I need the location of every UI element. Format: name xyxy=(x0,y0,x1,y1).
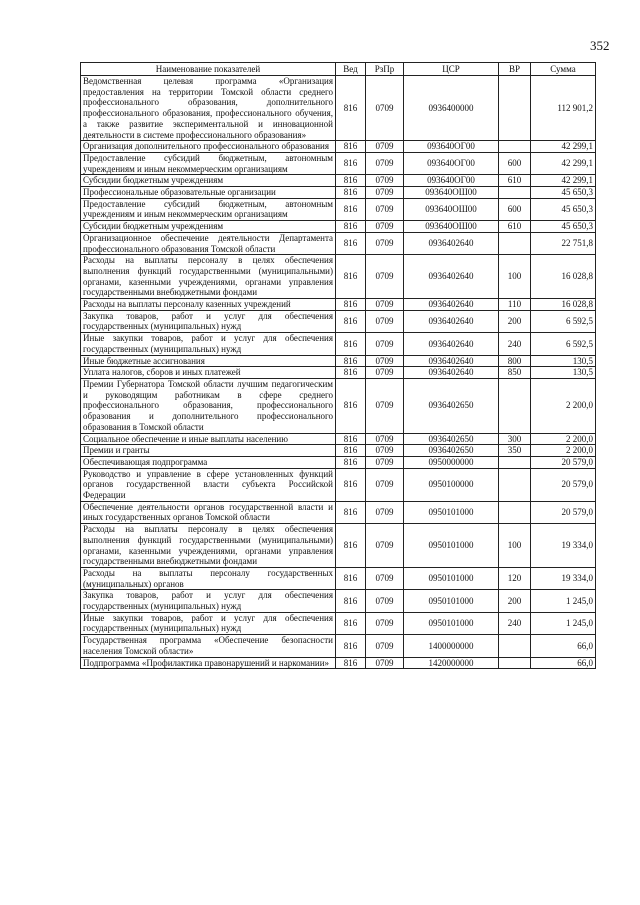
row-csr: 093640ОГ00 xyxy=(404,141,499,153)
row-vr: 600 xyxy=(499,152,531,174)
row-csr: 093640ОШ00 xyxy=(404,221,499,233)
row-vr: 200 xyxy=(499,590,531,612)
table-row xyxy=(81,468,596,501)
row-vr xyxy=(499,378,531,433)
row-csr: 0936402650 xyxy=(404,433,499,445)
row-ved: 816 xyxy=(336,456,366,468)
table-row xyxy=(81,221,596,233)
table-row xyxy=(81,524,596,568)
row-name: Предоставление субсидий бюджетным, автономным учреждениям и иным некоммерческим организациям xyxy=(81,198,336,220)
row-ved: 816 xyxy=(336,187,366,199)
row-sum: 19 334,0 xyxy=(531,567,596,589)
row-rzpr: 0709 xyxy=(366,567,404,589)
row-sum: 20 579,0 xyxy=(531,456,596,468)
table-row xyxy=(81,76,596,141)
row-rzpr: 0709 xyxy=(366,657,404,669)
table-row xyxy=(81,456,596,468)
row-vr xyxy=(499,232,531,254)
row-rzpr: 0709 xyxy=(366,635,404,657)
row-csr: 0936402650 xyxy=(404,378,499,433)
row-ved: 816 xyxy=(336,635,366,657)
row-ved: 816 xyxy=(336,141,366,153)
row-name: Предоставление субсидий бюджетным, автономным учреждениям и иным некоммерческим организациям xyxy=(81,152,336,174)
row-rzpr: 0709 xyxy=(366,255,404,299)
table-row xyxy=(81,501,596,523)
table-row xyxy=(81,310,596,332)
row-rzpr: 0709 xyxy=(366,367,404,379)
row-vr: 240 xyxy=(499,333,531,355)
row-name: Обеспечение деятельности органов государственной власти и иных государственных органов Томской области xyxy=(81,501,336,523)
row-sum: 42 299,1 xyxy=(531,152,596,174)
row-ved: 816 xyxy=(336,198,366,220)
row-csr: 0950101000 xyxy=(404,524,499,568)
row-ved: 816 xyxy=(336,221,366,233)
row-name: Расходы на выплаты персоналу казенных учреждений xyxy=(81,299,336,311)
row-ved: 816 xyxy=(336,355,366,367)
table-row xyxy=(81,612,596,634)
row-sum: 20 579,0 xyxy=(531,468,596,501)
row-csr: 0936402640 xyxy=(404,232,499,254)
row-csr: 0950101000 xyxy=(404,567,499,589)
row-name: Обеспечивающая подпрограмма xyxy=(81,456,336,468)
row-sum: 112 901,2 xyxy=(531,76,596,141)
row-rzpr: 0709 xyxy=(366,378,404,433)
row-ved: 816 xyxy=(336,433,366,445)
row-sum: 2 200,0 xyxy=(531,445,596,457)
row-vr xyxy=(499,141,531,153)
row-ved: 816 xyxy=(336,255,366,299)
page-number: 352 xyxy=(590,38,610,53)
row-rzpr: 0709 xyxy=(366,141,404,153)
row-rzpr: 0709 xyxy=(366,221,404,233)
row-name: Премии Губернатора Томской области лучшим педагогическим и руководящим работникам в сфере среднего профессионального образования, профессионального образования и дополнительного профессионального образования в Томской области xyxy=(81,378,336,433)
row-csr: 093640ОГ00 xyxy=(404,152,499,174)
row-vr: 120 xyxy=(499,567,531,589)
row-vr: 240 xyxy=(499,612,531,634)
row-rzpr: 0709 xyxy=(366,590,404,612)
row-rzpr: 0709 xyxy=(366,76,404,141)
row-name: Иные бюджетные ассигнования xyxy=(81,355,336,367)
row-ved: 816 xyxy=(336,175,366,187)
row-vr xyxy=(499,76,531,141)
row-sum: 130,5 xyxy=(531,355,596,367)
table-row xyxy=(81,255,596,299)
row-vr xyxy=(499,501,531,523)
row-sum: 16 028,8 xyxy=(531,255,596,299)
row-sum: 1 245,0 xyxy=(531,590,596,612)
row-name: Государственная программа «Обеспечение безопасности населения Томской области» xyxy=(81,635,336,657)
row-ved: 816 xyxy=(336,378,366,433)
row-rzpr: 0709 xyxy=(366,456,404,468)
row-sum: 45 650,3 xyxy=(531,221,596,233)
header-vr: ВР xyxy=(499,63,531,76)
row-vr: 610 xyxy=(499,175,531,187)
row-rzpr: 0709 xyxy=(366,501,404,523)
row-sum: 45 650,3 xyxy=(531,198,596,220)
row-name: Премии и гранты xyxy=(81,445,336,457)
row-rzpr: 0709 xyxy=(366,524,404,568)
row-csr: 1420000000 xyxy=(404,657,499,669)
row-name: Социальное обеспечение и иные выплаты населению xyxy=(81,433,336,445)
row-csr: 093640ОГ00 xyxy=(404,175,499,187)
table-header-row xyxy=(81,63,596,76)
row-sum: 2 200,0 xyxy=(531,378,596,433)
row-rzpr: 0709 xyxy=(366,152,404,174)
row-vr: 100 xyxy=(499,524,531,568)
row-ved: 816 xyxy=(336,333,366,355)
row-name: Ведомственная целевая программа «Организация предоставления на территории Томской области среднего профессионального образования, дополнительного профессионального образования, профессионального обучения, а также развитие экспериментальной и инновационной деятельности в системе профессионального образования» xyxy=(81,76,336,141)
row-name: Профессиональные образовательные организации xyxy=(81,187,336,199)
row-sum: 16 028,8 xyxy=(531,299,596,311)
row-sum: 66,0 xyxy=(531,657,596,669)
row-csr: 0936402640 xyxy=(404,355,499,367)
table-row xyxy=(81,175,596,187)
table-row xyxy=(81,187,596,199)
row-vr xyxy=(499,187,531,199)
row-name: Расходы на выплаты персоналу государственных (муниципальных) органов xyxy=(81,567,336,589)
row-vr xyxy=(499,657,531,669)
table-row xyxy=(81,355,596,367)
row-ved: 816 xyxy=(336,299,366,311)
table-row xyxy=(81,445,596,457)
table-row xyxy=(81,567,596,589)
row-sum: 130,5 xyxy=(531,367,596,379)
row-rzpr: 0709 xyxy=(366,433,404,445)
row-sum: 6 592,5 xyxy=(531,310,596,332)
row-ved: 816 xyxy=(336,524,366,568)
table-row xyxy=(81,198,596,220)
row-csr: 093640ОШ00 xyxy=(404,198,499,220)
row-name: Организационное обеспечение деятельности Департамента профессионального образования Томской области xyxy=(81,232,336,254)
table-row xyxy=(81,590,596,612)
row-vr: 850 xyxy=(499,367,531,379)
row-vr: 610 xyxy=(499,221,531,233)
header-sum: Сумма xyxy=(531,63,596,76)
table-row xyxy=(81,367,596,379)
table-row xyxy=(81,232,596,254)
row-name: Закупка товаров, работ и услуг для обеспечения государственных (муниципальных) нужд xyxy=(81,310,336,332)
header-name: Наименование показателей xyxy=(81,63,336,76)
row-name: Организация дополнительного профессионального образования xyxy=(81,141,336,153)
row-ved: 816 xyxy=(336,232,366,254)
row-ved: 816 xyxy=(336,445,366,457)
row-rzpr: 0709 xyxy=(366,299,404,311)
row-name: Расходы на выплаты персоналу в целях обеспечения выполнения функций государственными (муниципальными) органами, казенными учреждениями, органами управления государственными внебюджетными фондами xyxy=(81,255,336,299)
row-name: Закупка товаров, работ и услуг для обеспечения государственных (муниципальных) нужд xyxy=(81,590,336,612)
row-ved: 816 xyxy=(336,612,366,634)
table-row xyxy=(81,635,596,657)
row-vr: 200 xyxy=(499,310,531,332)
row-vr: 300 xyxy=(499,433,531,445)
row-name: Иные закупки товаров, работ и услуг для обеспечения государственных (муниципальных) нужд xyxy=(81,612,336,634)
row-name: Руководство и управление в сфере установленных функций органов государственной власти субъекта Российской Федерации xyxy=(81,468,336,501)
row-name: Субсидии бюджетным учреждениям xyxy=(81,221,336,233)
row-name: Иные закупки товаров, работ и услуг для обеспечения государственных (муниципальных) нужд xyxy=(81,333,336,355)
row-sum: 6 592,5 xyxy=(531,333,596,355)
row-ved: 816 xyxy=(336,76,366,141)
row-sum: 1 245,0 xyxy=(531,612,596,634)
row-rzpr: 0709 xyxy=(366,445,404,457)
row-csr: 0936402640 xyxy=(404,299,499,311)
row-rzpr: 0709 xyxy=(366,198,404,220)
row-sum: 19 334,0 xyxy=(531,524,596,568)
row-ved: 816 xyxy=(336,590,366,612)
row-ved: 816 xyxy=(336,468,366,501)
row-name: Уплата налогов, сборов и иных платежей xyxy=(81,367,336,379)
row-vr xyxy=(499,468,531,501)
row-sum: 42 299,1 xyxy=(531,141,596,153)
row-vr xyxy=(499,635,531,657)
table-row xyxy=(81,152,596,174)
header-ved: Вед xyxy=(336,63,366,76)
table-row xyxy=(81,141,596,153)
table-row xyxy=(81,378,596,433)
row-csr: 0950101000 xyxy=(404,590,499,612)
row-ved: 816 xyxy=(336,567,366,589)
row-sum: 66,0 xyxy=(531,635,596,657)
row-ved: 816 xyxy=(336,657,366,669)
row-sum: 42 299,1 xyxy=(531,175,596,187)
row-csr: 0950101000 xyxy=(404,612,499,634)
row-rzpr: 0709 xyxy=(366,468,404,501)
row-rzpr: 0709 xyxy=(366,232,404,254)
row-name: Подпрограмма «Профилактика правонарушений и наркомании» xyxy=(81,657,336,669)
row-vr: 100 xyxy=(499,255,531,299)
table-row xyxy=(81,299,596,311)
row-csr: 1400000000 xyxy=(404,635,499,657)
row-rzpr: 0709 xyxy=(366,612,404,634)
row-rzpr: 0709 xyxy=(366,187,404,199)
header-csr: ЦСР xyxy=(404,63,499,76)
row-name: Субсидии бюджетным учреждениям xyxy=(81,175,336,187)
row-csr: 0936402640 xyxy=(404,255,499,299)
row-csr: 0936400000 xyxy=(404,76,499,141)
row-csr: 0936402640 xyxy=(404,310,499,332)
row-rzpr: 0709 xyxy=(366,310,404,332)
row-ved: 816 xyxy=(336,367,366,379)
row-sum: 45 650,3 xyxy=(531,187,596,199)
row-name: Расходы на выплаты персоналу в целях обеспечения выполнения функций государственными (муниципальными) органами, казенными учреждениями, органами управления государственными внебюджетными фондами xyxy=(81,524,336,568)
row-sum: 20 579,0 xyxy=(531,501,596,523)
row-ved: 816 xyxy=(336,310,366,332)
row-vr: 110 xyxy=(499,299,531,311)
table-row xyxy=(81,657,596,669)
row-ved: 816 xyxy=(336,501,366,523)
row-csr: 0936402640 xyxy=(404,367,499,379)
row-ved: 816 xyxy=(336,152,366,174)
header-rzpr: РзПр xyxy=(366,63,404,76)
budget-table xyxy=(80,62,596,669)
row-vr xyxy=(499,456,531,468)
row-csr: 093640ОШ00 xyxy=(404,187,499,199)
row-vr: 350 xyxy=(499,445,531,457)
row-sum: 22 751,8 xyxy=(531,232,596,254)
row-vr: 800 xyxy=(499,355,531,367)
row-rzpr: 0709 xyxy=(366,175,404,187)
row-csr: 0950100000 xyxy=(404,468,499,501)
row-csr: 0936402650 xyxy=(404,445,499,457)
row-csr: 0950000000 xyxy=(404,456,499,468)
row-sum: 2 200,0 xyxy=(531,433,596,445)
table-row xyxy=(81,333,596,355)
row-csr: 0950101000 xyxy=(404,501,499,523)
row-rzpr: 0709 xyxy=(366,333,404,355)
row-csr: 0936402640 xyxy=(404,333,499,355)
table-row xyxy=(81,433,596,445)
row-vr: 600 xyxy=(499,198,531,220)
row-rzpr: 0709 xyxy=(366,355,404,367)
